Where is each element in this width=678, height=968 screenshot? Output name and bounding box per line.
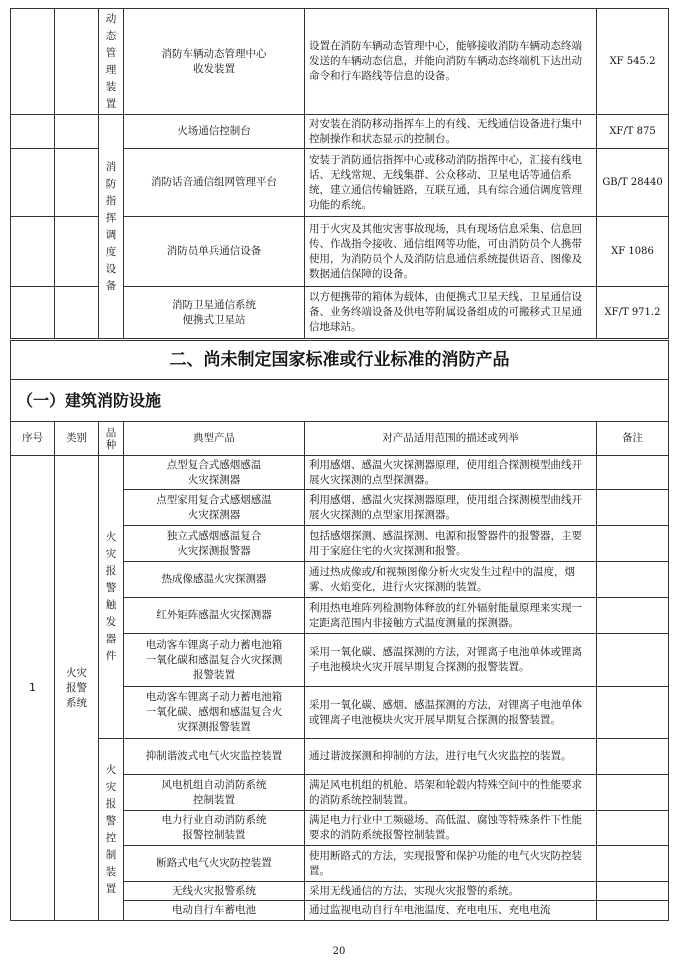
desc-cell: 通过谐波探测和抑制的方法，进行电气火灾监控的装置。 (305, 739, 597, 775)
desc-cell: 以方便携带的箱体为载体，由便携式卫星天线、卫星通信设备、业务终端设备及供电等附属设备组成的可搬移式卫星通信地球站。 (305, 287, 597, 340)
product-cell: 无线火灾报警系统 (124, 882, 305, 901)
standard-cell: XF/T 971.2 (597, 287, 669, 340)
table-row (11, 115, 669, 149)
product-cell: 消防话音通信组网管理平台 (124, 149, 305, 217)
product-cell: 红外矩阵感温火灾探测器 (124, 598, 305, 634)
page-number: 20 (332, 946, 346, 957)
desc-cell: 利用热电堆阵列检测物体释放的红外辐射能量原理来实现一定距离范围内非接触方式温度测量的探测器。 (305, 598, 597, 634)
category-fire-alarm-system: 火灾 报警 系统 (55, 456, 99, 921)
remark-cell (597, 598, 669, 634)
product-cell: 消防员单兵通信设备 (124, 217, 305, 287)
remark-cell (597, 811, 669, 846)
product-cell: 电动客车锂离子动力蓄电池箱 一氧化碳和感温复合火灾探测 报警装置 (124, 634, 305, 687)
desc-cell: 对安装在消防移动指挥车上的有线、无线通信设备进行集中控制操作和状态显示的控制台。 (305, 115, 597, 149)
desc-cell: 采用一氧化碳、感烟、感温探测的方法，对锂离子电池单体或锂离子电池模块火灾开展早期复合探测的报警装置。 (305, 687, 597, 739)
table-row (11, 9, 669, 115)
remark-cell (597, 901, 669, 921)
product-cell: 消防卫星通信系统 便携式卫星站 (124, 287, 305, 340)
desc-cell: 满足风电机组的机舱、塔架和轮毂内特殊空间中的性能要求的消防系统控制装置。 (305, 775, 597, 811)
desc-cell: 利用感烟、感温火灾探测器原理，使用组合探测模型曲线开展火灾探测的点型探测器。 (305, 456, 597, 490)
product-cell: 电动自行车蓄电池 (124, 901, 305, 921)
desc-cell: 利用感烟、感温火灾探测器原理，使用组合探测模型曲线开展火灾探测的点型家用探测器。 (305, 490, 597, 526)
remark-cell (597, 739, 669, 775)
desc-cell: 用于火灾及其他灾害事故现场，具有现场信息采集、信息回传、作战指令接收、通信组网等功能，可由消防员个人携带使用，为消防员个人及消防信息通信系统提供语音、图像及数据通信保障的设备。 (305, 217, 597, 287)
variety-trigger-devices: 火 灾 报 警 触 发 器 件 (99, 456, 124, 739)
header-category: 类别 (55, 422, 99, 456)
section-2-title: 二、尚未制定国家标准或行业标准的消防产品 (11, 340, 669, 380)
variety-control-devices: 火 灾 报 警 控 制 装 置 (99, 739, 124, 921)
category-dispatch-equipment: 消 防 指 挥 调 度 设 备 (99, 115, 124, 340)
remark-cell (597, 526, 669, 562)
category-dynamic-management: 动 态 管 理 装 置 (99, 9, 124, 115)
product-cell: 风电机组自动消防系统 控制装置 (124, 775, 305, 811)
remark-cell (597, 775, 669, 811)
header-remark: 备注 (597, 422, 669, 456)
header-desc: 对产品适用范围的描述或列举 (305, 422, 597, 456)
desc-cell: 满足电力行业中工频磁场、高低温、腐蚀等特殊条件下性能要求的消防系统报警控制装置。 (305, 811, 597, 846)
desc-cell: 通过热成像或/和视频图像分析火灾发生过程中的温度，烟雾、火焰变化，进行火灾探测的装置。 (305, 562, 597, 598)
standard-cell: XF/T 875 (597, 115, 669, 149)
desc-cell: 采用一氧化碳、感温探测的方法，对锂离子电池单体或锂离子电池模块火灾开展早期复合探测的报警装置。 (305, 634, 597, 687)
remark-cell (597, 456, 669, 490)
row-number: 1 (11, 456, 55, 921)
remark-cell (597, 687, 669, 739)
standard-cell: XF 545.2 (597, 9, 669, 115)
desc-cell: 包括感烟探测、感温探测、电源和报警器件的报警器，主要用于家庭住宅的火灾探测和报警。 (305, 526, 597, 562)
header-variety: 品 种 (99, 422, 124, 456)
desc-cell: 通过监视电动自行车电池温度、充电电压、充电电流 (305, 901, 597, 921)
product-cell: 电力行业自动消防系统 报警控制装置 (124, 811, 305, 846)
product-cell: 抑制谐波式电气火灾监控装置 (124, 739, 305, 775)
product-cell: 火场通信控制台 (124, 115, 305, 149)
remark-cell (597, 562, 669, 598)
desc-cell: 采用无线通信的方法，实现火灾报警的系统。 (305, 882, 597, 901)
desc-cell: 设置在消防车辆动态管理中心，能够接收消防车辆动态终端发送的车辆动态信息，并能向消防车辆动态终端机下达出动命令和行车路线等信息的设备。 (305, 9, 597, 115)
standard-cell: XF 1086 (597, 217, 669, 287)
product-cell: 点型家用复合式感烟感温 火灾探测器 (124, 490, 305, 526)
remark-cell (597, 882, 669, 901)
header-no: 序号 (11, 422, 55, 456)
product-cell: 热成像感温火灾探测器 (124, 562, 305, 598)
top-continuation-table (10, 8, 669, 921)
header-product: 典型产品 (124, 422, 305, 456)
table-header-row (11, 422, 669, 456)
product-cell: 电动客车锂离子动力蓄电池箱 一氧化碳、感烟和感温复合火 灾探测报警装置 (124, 687, 305, 739)
remark-cell (597, 490, 669, 526)
remark-cell (597, 846, 669, 882)
remark-cell (597, 634, 669, 687)
product-cell: 独立式感烟感温复合 火灾探测报警器 (124, 526, 305, 562)
table-row (11, 456, 669, 490)
section-heading-row (11, 340, 669, 380)
product-cell: 点型复合式感烟感温 火灾探测器 (124, 456, 305, 490)
desc-cell: 使用断路式的方法，实现报警和保护功能的电气火灾防控装置。 (305, 846, 597, 882)
section-3-title: （一）建筑消防设施 (11, 380, 669, 422)
desc-cell: 安装于消防通信指挥中心或移动消防指挥中心，汇接有线电话、无线常规、无线集群、公众移动、卫星电话等通信系统，建立通信传输链路，互联互通，具有综合通信调度管理功能的系统。 (305, 149, 597, 217)
standard-cell: GB/T 28440 (597, 149, 669, 217)
section-heading-row (11, 380, 669, 422)
table-row (11, 739, 669, 775)
product-cell: 断路式电气火灾防控装置 (124, 846, 305, 882)
product-cell: 消防车辆动态管理中心 收发装置 (124, 9, 305, 115)
